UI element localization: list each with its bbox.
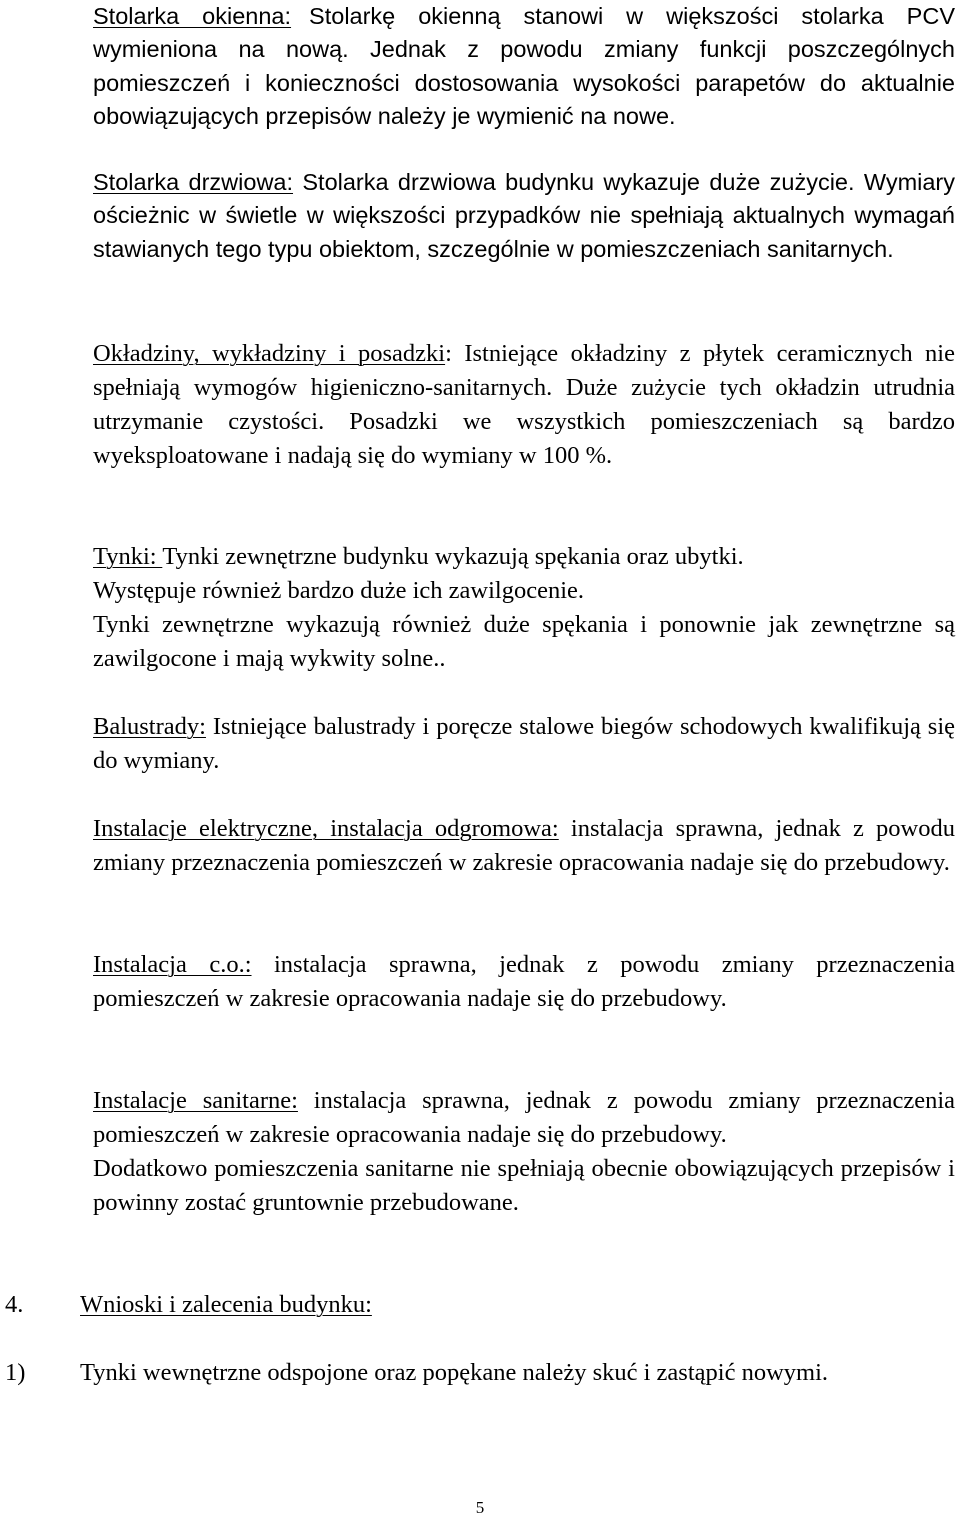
label-sanitary: Instalacje sanitarne: <box>93 1087 298 1114</box>
text-windows: Stolarkę okienną stanowi w większości stolarka PCV wymieniona na nową. Jednak z powodu zmiany funkcji poszczególnych pomieszczeń i konieczności dostosowania wysokości parapetów do aktualnie obowiązujących przepisów należy je wymienić na nowe. <box>93 3 955 129</box>
page-number: 5 <box>475 1498 485 1517</box>
text-plaster: Tynki zewnętrzne budynku wykazują spękania oraz ubytki. <box>162 543 744 570</box>
paragraph-railings <box>93 710 955 778</box>
label-railings: Balustrady: <box>93 713 206 740</box>
text-claddings: Istniejące okładziny z płytek ceramicznych nie spełniają wymogów higieniczno-sanitarnych. Duże zużycie tych okładzin utrudnia utrzymanie czystości. Posadzki we wszystkich pomieszczeniach są bardzo wyeksploatowane i nadają się do wymiany w 100 %. <box>93 340 955 469</box>
label-doors: Stolarka drzwiowa: <box>93 169 294 195</box>
list-item-number: 1) <box>5 1359 26 1386</box>
paragraph-electrical <box>93 812 955 880</box>
text-electrical: instalacja sprawna, jednak z powodu zmiany przeznaczenia pomieszczeń w zakresie opracowania nadaje się do przebudowy. <box>93 815 955 876</box>
paragraph-doors <box>93 166 955 266</box>
label-plaster: Tynki: <box>93 543 163 570</box>
paragraph-claddings: Okładziny, wykładziny i posadzki: Istniejące okładziny z płytek ceramicznych nie spełniają wymogów higieniczno-sanitarnych. Duże zużycie tych okładzin utrudnia utrzymanie czystości. Posadzki we wszystkich pomieszczeniach są bardzo wyeksploatowane i nadają się do wymiany w 100 %. <box>93 340 955 469</box>
paragraph-plaster <box>93 540 955 676</box>
text-railings: Istniejące balustrady i poręcze stalowe biegów schodowych kwalifikują się do wymiany. <box>93 713 955 774</box>
text-plaster-line2: Występuje również bardzo duże ich zawilgocenie. <box>93 577 585 604</box>
heading-title: Wnioski i zalecenia budynku: <box>80 1291 372 1318</box>
paragraph-heating <box>93 948 955 1016</box>
label-electrical: Instalacje elektryczne, instalacja odgromowa: <box>93 815 559 842</box>
heading-number: 4. <box>5 1291 24 1318</box>
label-heating: Instalacja c.o.: <box>93 951 252 978</box>
text-sanitary: instalacja sprawna, jednak z powodu zmiany przeznaczenia pomieszczeń w zakresie opracowania nadaje się do przebudowy. <box>93 1087 955 1148</box>
list-item-text: Tynki wewnętrzne odspojone oraz popękane należy skuć i zastąpić nowymi. <box>80 1359 829 1386</box>
label-windows: Stolarka okienna: <box>93 3 292 29</box>
paragraph-windows <box>93 0 955 133</box>
paragraph-sanitary <box>93 1084 955 1220</box>
text-plaster-line3: Tynki zewnętrzne wykazują również duże spękania i ponownie jak zewnętrzne są zawilgocone i mają wykwity solne.. <box>93 611 955 672</box>
text-doors: Stolarka drzwiowa budynku wykazuje duże zużycie. Wymiary ościeżnic w świetle w większości przypadków nie spełniają aktualnych wymagań stawianych tego typu obiektom, szczególnie w pomieszczeniach sanitarnych. <box>93 169 956 262</box>
text-sanitary-line2: Dodatkowo pomieszczenia sanitarne nie spełniają obecnie obowiązujących przepisów i powinny zostać gruntownie przebudowane. <box>93 1155 955 1216</box>
text-heating: instalacja sprawna, jednak z powodu zmiany przeznaczenia pomieszczeń w zakresie opracowania nadaje się do przebudowy. <box>93 951 955 1012</box>
label-claddings: Okładziny, wykładziny i posadzki <box>93 340 446 367</box>
